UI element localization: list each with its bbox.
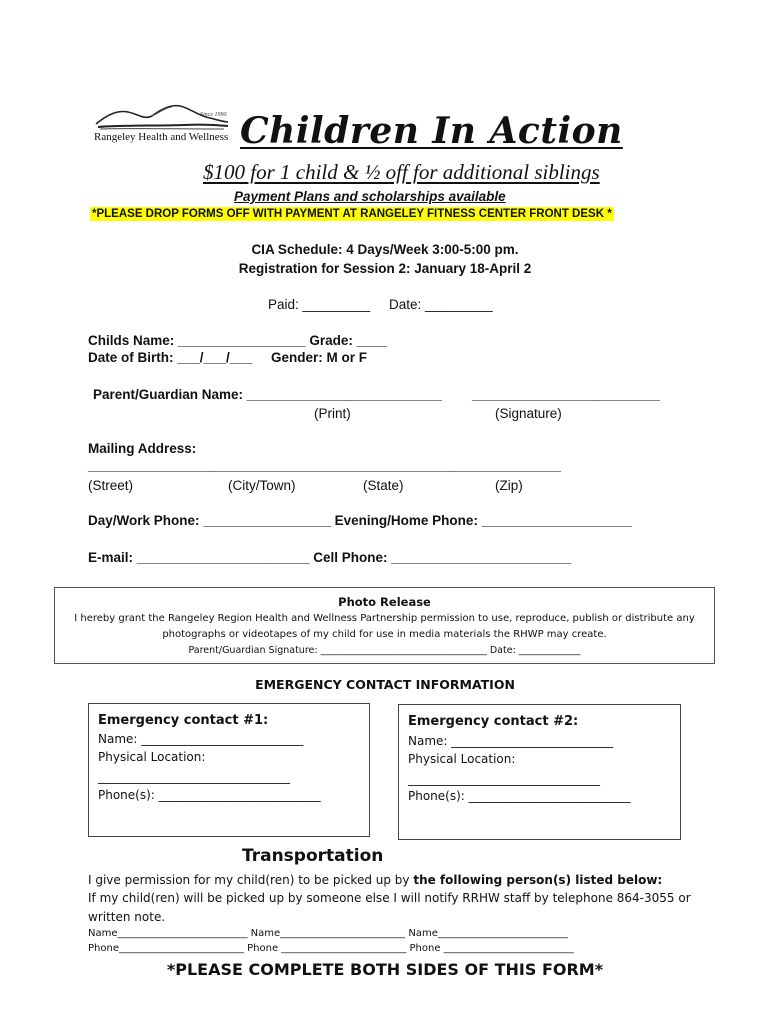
state-caption: (State) — [363, 478, 404, 493]
guardian-name-field[interactable]: Parent/Guardian Name: __________________________ — [93, 387, 443, 402]
logo — [94, 100, 232, 148]
pickup-phone-fields[interactable]: Phone_________________________ Phone _________________________ Phone __________________________ — [88, 943, 574, 954]
photo-release-text-2: photographs or videotapes of my child for use in media materials the RHWP may create. — [162, 629, 607, 640]
photo-release-box — [54, 587, 715, 664]
evening-phone-blank: : ____________________ — [473, 513, 632, 528]
emergency-contact-1-location-field[interactable]: ________________________________ — [98, 770, 290, 784]
email-label: E-mail — [88, 550, 129, 565]
pickup-name-fields[interactable]: Name__________________________ Name_________________________ Name__________________________ — [88, 928, 568, 939]
email-cell-blank: : _______________________ Cell Phone: ________________________ — [128, 550, 572, 565]
phone-fields[interactable] — [88, 513, 632, 528]
zip-caption: (Zip) — [495, 478, 523, 493]
street-caption: (Street) — [88, 478, 134, 493]
price-line: $100 for 1 child & ½ off for additional siblings — [203, 160, 600, 184]
schedule-line: CIA Schedule: 4 Days/Week 3:00-5:00 pm. — [251, 242, 519, 257]
child-name-label: Childs Name — [88, 333, 170, 348]
transportation-heading: Transportation — [242, 846, 384, 866]
child-name-field[interactable] — [88, 333, 387, 348]
transport-permission-text: I give permission for my child(ren) to be picked up by — [88, 873, 414, 887]
emergency-contact-2-heading: Emergency contact #2: — [408, 714, 579, 729]
day-evening-phone-label: Day/Work Phone: _________________ Evening/Home Phone — [88, 513, 474, 528]
transport-notify-line-2: written note. — [88, 910, 166, 924]
emergency-contact-1-phone-field[interactable]: Phone(s): ___________________________ — [98, 788, 321, 802]
city-caption: (City/Town) — [228, 478, 296, 493]
logo-tagline: Since 1990 — [200, 112, 227, 118]
dob-field[interactable]: Date of Birth: ___/___/___ — [88, 350, 253, 365]
emergency-contact-1-heading: Emergency contact #1: — [98, 713, 269, 728]
complete-both-sides-notice: *PLEASE COMPLETE BOTH SIDES OF THIS FORM* — [166, 960, 604, 979]
print-caption: (Print) — [314, 406, 351, 421]
transport-permission-line — [88, 873, 662, 887]
guardian-signature-field[interactable]: _________________________ — [472, 387, 660, 402]
email-cell-fields[interactable] — [88, 550, 571, 565]
emergency-contact-1-box — [88, 703, 370, 837]
emergency-contact-2-name-field[interactable]: Name: ___________________________ — [408, 734, 614, 748]
emergency-contact-2-phone-field[interactable]: Phone(s): ___________________________ — [408, 789, 631, 803]
logo-org-name: Rangeley Health and Wellness — [94, 131, 229, 143]
transport-permission-bold: the following person(s) listed below: — [413, 873, 663, 887]
signature-caption: (Signature) — [495, 406, 562, 421]
photo-release-text-1: I hereby grant the Rangeley Region Health and Wellness Partnership permission to use, reproduce, publish or distribute any — [74, 613, 695, 624]
registration-line: Registration for Session 2: January 18-April 2 — [238, 261, 532, 276]
paid-date-field[interactable]: Date: _________ — [389, 297, 493, 312]
emergency-contact-2-location-label: Physical Location: — [408, 752, 516, 766]
mailing-address-label: Mailing Address: — [88, 441, 197, 456]
emergency-contact-1-location-label: Physical Location: — [98, 750, 206, 764]
photo-release-title: Photo Release — [338, 595, 431, 609]
emergency-contact-2-box — [398, 704, 681, 840]
emergency-contact-2-location-field[interactable]: ________________________________ — [408, 772, 600, 786]
page-title: Children In Action — [240, 110, 623, 152]
gender-field[interactable]: Gender: M or F — [271, 350, 368, 365]
emergency-section-title: EMERGENCY CONTACT INFORMATION — [255, 677, 515, 692]
emergency-contact-1-name-field[interactable]: Name: ___________________________ — [98, 732, 304, 746]
transport-notify-line: If my child(ren) will be picked up by someone else I will notify RRHW staff by telephone 864-3055 or — [88, 891, 691, 905]
dropoff-notice: *PLEASE DROP FORMS OFF WITH PAYMENT AT RANGELEY FITNESS CENTER FRONT DESK * — [92, 208, 612, 220]
payment-plans-note: Payment Plans and scholarships available — [234, 189, 506, 204]
child-name-grade-blank: : _________________ Grade: ____ — [169, 333, 387, 348]
paid-field[interactable]: Paid: _________ — [268, 297, 371, 312]
mailing-address-field[interactable]: _______________________________________________________________ — [88, 458, 562, 473]
photo-release-signature-field[interactable]: Parent/Guardian Signature: ___________________________________ Date: _____________ — [188, 645, 581, 656]
